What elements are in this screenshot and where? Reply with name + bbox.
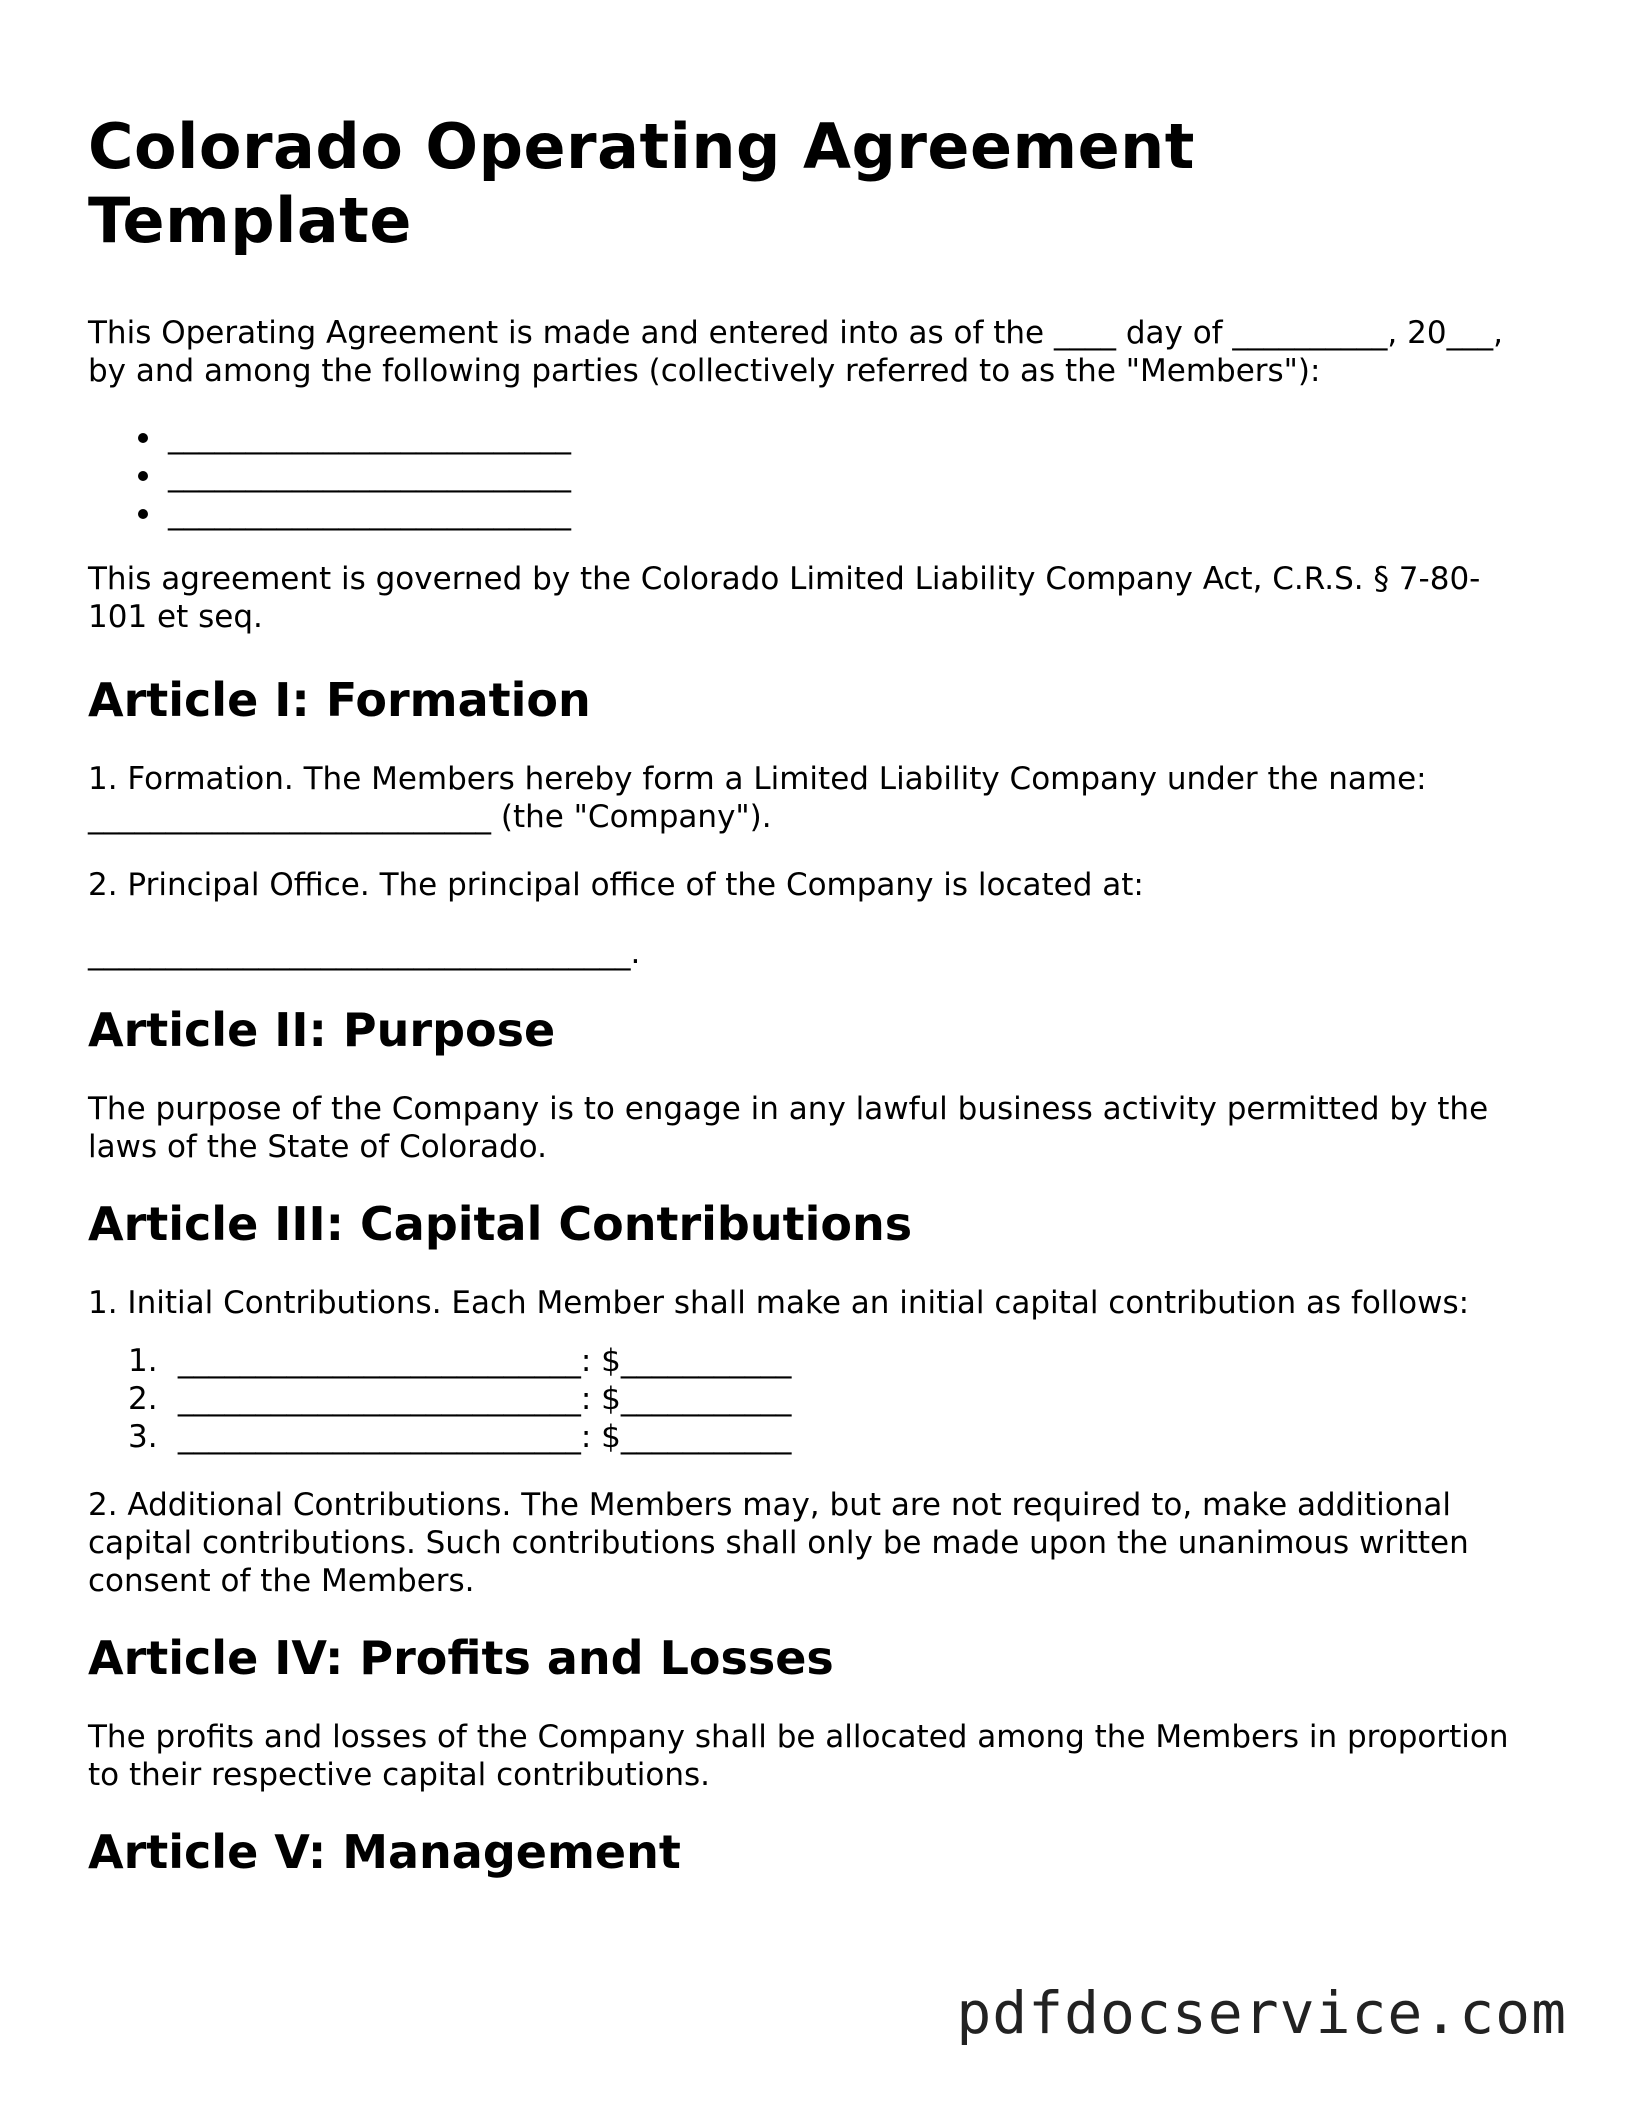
member-blank: __________________________ <box>168 456 1538 494</box>
address-blank: ___________________________________. <box>88 935 641 971</box>
article-heading: Article I: Formation <box>88 673 591 727</box>
formation-paragraph: 1. Formation. The Members hereby form a Limited Liability Company under the name: __________________________ (the "Company"). <box>88 761 1427 835</box>
contribution-item <box>128 1342 1538 1380</box>
member-blank: __________________________ <box>168 494 1538 532</box>
member-blank: __________________________ <box>168 418 1538 456</box>
members-list <box>88 418 1538 532</box>
contribution-line: __________________________: $___________ <box>177 1343 792 1379</box>
intro-paragraph: This Operating Agreement is made and entered into as of the ____ day of __________, 20___, by and among the following parties (collectively referred to as the "Members"): <box>88 315 1503 389</box>
contribution-line: __________________________: $___________ <box>177 1419 792 1455</box>
contribution-line: __________________________: $___________ <box>177 1381 792 1417</box>
contribution-number: 2. <box>128 1381 158 1417</box>
document-title: Colorado Operating Agreement Template <box>88 110 1195 257</box>
article-heading: Article V: Management <box>88 1825 681 1879</box>
additional-contributions-paragraph: 2. Additional Contributions. The Members may, but are not required to, make additional capital contributions. Such contributions shall only be made upon the unanimous written consent of the Members. <box>88 1487 1469 1599</box>
governing-law-paragraph: This agreement is governed by the Colorado Limited Liability Company Act, C.R.S. § 7-80-101 et seq. <box>88 561 1481 635</box>
principal-office-paragraph: 2. Principal Office. The principal office of the Company is located at: <box>88 867 1144 903</box>
initial-contributions-paragraph: 1. Initial Contributions. Each Member shall make an initial capital contribution as follows: <box>88 1285 1470 1321</box>
contribution-number: 3. <box>128 1419 158 1455</box>
document-page <box>88 110 1538 1880</box>
article-heading: Article II: Purpose <box>88 1003 556 1057</box>
watermark: pdfdocservice.com <box>956 1979 1567 2047</box>
contribution-number: 1. <box>128 1343 158 1379</box>
contributions-list <box>88 1342 1538 1456</box>
article-heading: Article IV: Profits and Losses <box>88 1631 834 1685</box>
contribution-item <box>128 1418 1538 1456</box>
purpose-paragraph: The purpose of the Company is to engage in any lawful business activity permitted by the laws of the State of Colorado. <box>88 1091 1489 1165</box>
profits-losses-paragraph: The profits and losses of the Company shall be allocated among the Members in proportion to their respective capital contributions. <box>88 1719 1509 1793</box>
article-heading: Article III: Capital Contributions <box>88 1197 913 1251</box>
contribution-item <box>128 1380 1538 1418</box>
